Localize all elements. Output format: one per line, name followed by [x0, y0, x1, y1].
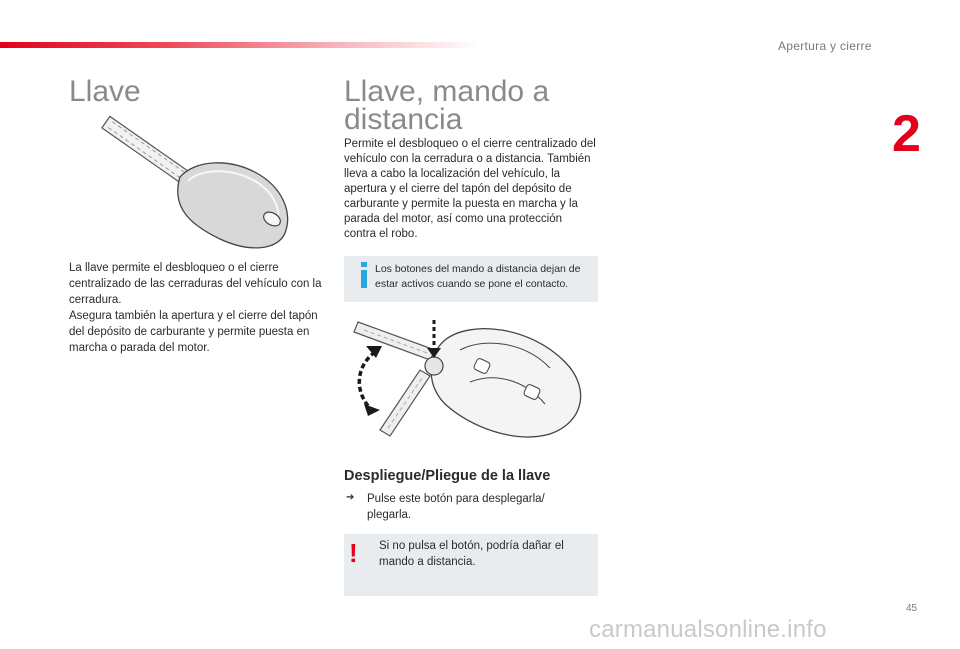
left-title: Llave	[69, 75, 141, 108]
info-note-text: Los botones del mando a distancia dejan de estar activos cuando se pone el contacto.	[375, 263, 581, 290]
watermark: carmanualsonline.info	[589, 616, 827, 643]
exclamation-icon: !	[349, 538, 358, 568]
key-illustration	[100, 115, 295, 255]
arrow-right-icon: ➔	[346, 492, 355, 503]
right-description: Permite el desbloqueo o el cierre centralizado del vehículo con la cerradura o a distancia. También lleva a cabo la localización del vehículo, la apertura y el cierre del tapón del depósito de carburante y permite la puesta en marcha y la parada del motor, así como una protección contra el robo.	[344, 138, 596, 240]
warning-text: Si no pulsa el botón, podría dañar el mando a distancia.	[379, 540, 564, 568]
info-icon	[357, 260, 371, 290]
page-number: 45	[906, 603, 918, 614]
chapter-number: 2	[892, 105, 921, 163]
left-description: La llave permite el desbloqueo o el cierre centralizado de las cerraduras del vehículo con la cerradura. Asegura también la apertura y el cierre del tapón del depósito de carburante y permite puesta en marcha o parada del motor.	[69, 262, 322, 354]
header-accent-bar	[0, 42, 480, 48]
section-title: Apertura y cierre	[778, 39, 872, 53]
subheading: Despliegue/Pliegue de la llave	[344, 468, 551, 484]
right-title: Llave, mando a distancia	[344, 75, 550, 136]
remote-key-illustration	[350, 312, 590, 442]
bullet-instruction: Pulse este botón para desplegarla/ plegarla.	[367, 493, 545, 521]
